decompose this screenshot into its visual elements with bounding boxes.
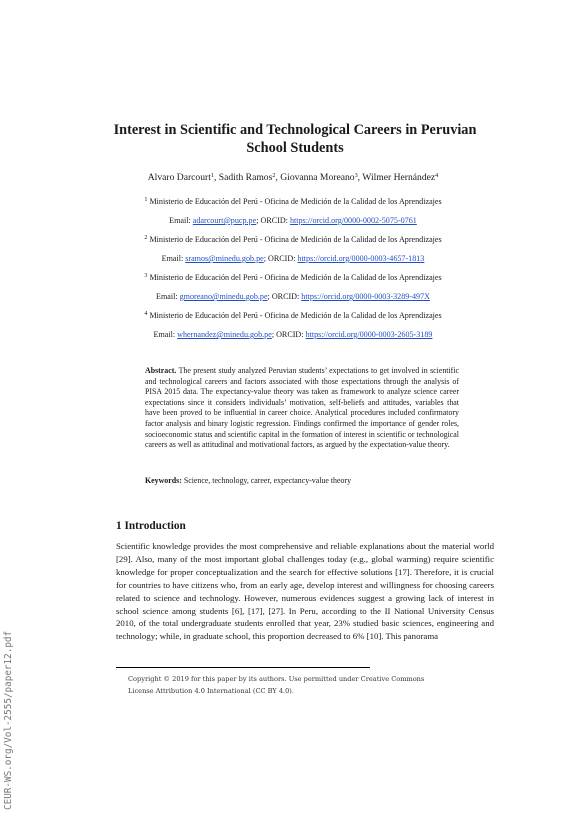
orcid-link[interactable]: https://orcid.org/0000-0003-3289-497X <box>301 292 430 301</box>
orcid-link[interactable]: https://orcid.org/0000-0002-5075-0761 <box>289 216 417 225</box>
affiliation-num: 1 <box>144 196 148 203</box>
affiliation-org: Ministerio de Educación del Perú - Oficina de Medición de la Calidad de los Aprendizajes <box>149 311 442 320</box>
abstract-text: The present study analyzed Peruvian students’ expectations to get involved in scientific and technological careers and factors associated with those expectations through the analysis of PISA 2015 data. The expectancy-value theory was taken as framework to analyze science career expectations since it considers individuals’ motivation, self-beliefs and attitudes, variables that have been proved to be influential in career choice. Analytical procedures included confirmatory factor analysis and binary logistic regression. Findings confirmed the importance of gender roles, socioeconomic status and scientific capital in the formation of interest in scientific or technological careers as well as attitudinal and motivational factors, as argued by the expectation-value theory. <box>145 366 459 450</box>
copyright-footnote <box>128 674 468 698</box>
author-list: Alvaro Darcourt$^1$, Sadith Ramos$^2$, Giovanna Moreano$^3$, Wilmer Hernández$^4$ <box>147 172 439 183</box>
author-name: Sadith Ramos <box>218 172 273 183</box>
orcid-label: ; ORCID: <box>263 254 296 263</box>
footnote-line-1: Copyright © 2019 for this paper by its authors. Use permitted under Creative Commons <box>128 675 425 683</box>
email-link[interactable]: gmoreano@minedu.gob.pe <box>179 292 268 301</box>
paper-title-line-2: School Students <box>246 140 344 156</box>
side-identifier-text: CEUR-WS.org/Vol-2555/paper12.pdf <box>3 630 14 810</box>
contact-line-4 <box>60 330 526 339</box>
section-heading: 1 Introduction <box>116 520 186 532</box>
email-label: Email: <box>169 216 191 225</box>
contact-line-1 <box>60 216 526 225</box>
author-sup: 1 <box>210 172 214 179</box>
email-link[interactable]: whernandez@minedu.gob.pe <box>177 330 272 339</box>
affiliation-4 <box>60 311 526 320</box>
orcid-label: ; ORCID: <box>271 330 304 339</box>
email-label: Email: <box>161 254 184 263</box>
email-link[interactable]: adarcourt@pucp.pe <box>192 216 257 225</box>
email-label: Email: <box>153 330 176 339</box>
author-sup: 3 <box>354 172 358 179</box>
side-identifier <box>3 620 17 810</box>
orcid-link[interactable]: https://orcid.org/0000-0003-4657-1813 <box>297 254 425 263</box>
email-label: Email: <box>156 292 178 301</box>
abstract-label: Abstract. <box>145 366 177 375</box>
footnote-line-2: License Attribution 4.0 International (CC BY 4.0). <box>128 686 294 695</box>
email-link[interactable]: sramos@minedu.gob.pe <box>185 254 264 263</box>
author-sup: 4 <box>435 172 439 179</box>
author-name: Wilmer Hernández <box>362 172 436 183</box>
affiliation-num: 2 <box>144 234 148 241</box>
affiliation-org: Ministerio de Educación del Perú - Oficina de Medición de la Calidad de los Aprendizajes <box>149 273 442 282</box>
orcid-label: ; ORCID: <box>267 292 300 301</box>
affiliation-org: Ministerio de Educación del Perú - Oficina de Medición de la Calidad de los Aprendizajes <box>149 197 442 206</box>
keywords <box>145 476 459 485</box>
keywords-text: Science, technology, career, expectancy-value theory <box>183 476 352 485</box>
affiliation-3 <box>60 273 526 282</box>
contact-line-2 <box>60 254 526 263</box>
footnote-divider <box>116 667 370 668</box>
affiliation-num: 3 <box>144 272 148 279</box>
keywords-label: Keywords: <box>145 476 182 485</box>
paper-title <box>80 121 510 157</box>
author-sup: 2 <box>272 172 276 179</box>
section-body: Scientific knowledge provides the most comprehensive and reliable explanations about the material world [29]. Also, many of the most important global challenges today (e.g., global warming) require scientific knowledge for proper conceptualization and the search for effective solutions [17]. Therefore, it is crucial for countries to have citizens who, from an early age, develop interest and willingness for choosing careers related to science and technology. However, numerous evidences suggest a growing lack of interest in school science among students [6], [17], [27]. In Peru, according to the II National University Census 2010, of the total undergraduate students enrolled that year, 23% studied basic sciences, engineering and technology; while, in graduate school, this proportion decreased to 6% [10]. This panorama <box>116 541 494 642</box>
author-name: Giovanna Moreano <box>280 172 355 183</box>
contact-line-3 <box>60 292 526 301</box>
abstract <box>145 366 459 451</box>
orcid-link[interactable]: https://orcid.org/0000-0003-2605-3189 <box>305 330 433 339</box>
paper-title-line-1: Interest in Scientific and Technological Careers in Peruvian <box>113 122 477 138</box>
affiliation-num: 4 <box>144 310 148 317</box>
author-name: Alvaro Darcourt <box>147 172 211 183</box>
affiliation-2 <box>60 235 526 244</box>
affiliation-1 <box>60 197 526 206</box>
orcid-label: ; ORCID: <box>256 216 288 225</box>
affiliation-org: Ministerio de Educación del Perú - Oficina de Medición de la Calidad de los Aprendizajes <box>149 235 442 244</box>
